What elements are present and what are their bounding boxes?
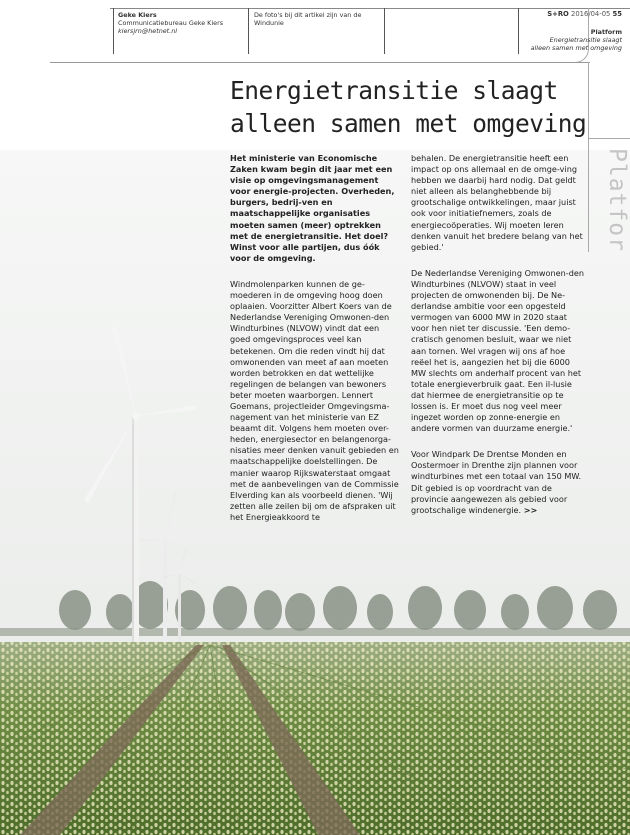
article-paragraph: De Nederlandse Vereniging Omwonen-den Windturbines (NLVOW) staat in veel projecten de omwonenden bij. De Ne-derlandse ambitie voor een opgesteld vermogen van 6000 MW in 2020 staat voor hen niet ter discussie. 'Een demo-cratisch genomen besluit, waar we niet aan tornen. Wel vragen wij ons af hoe reëel het is, aangezien het bij die 6000 MW slechts om anderhalf procent van het totale energieverbruik gaat. Een il-lusie dat hiermee de energietransitie op te lossen is. Er moet dus nog veel meer ingezet worden op zonne-energie en andere vormen van duurzame energie.'	[411, 267, 585, 434]
section-name: Platform	[590, 28, 622, 36]
journal-issue-page	[547, 10, 622, 18]
header-divider	[518, 8, 519, 54]
issue-date: 2016/04-05	[571, 10, 611, 18]
article-column-1	[230, 153, 400, 534]
running-title-line1: Energietransitie slaagt	[549, 36, 622, 44]
page-frame-line	[588, 138, 630, 139]
journal-name: S+RO	[547, 10, 569, 18]
article-title	[230, 74, 590, 140]
header-divider	[248, 8, 249, 54]
article-column-2	[411, 153, 586, 527]
author-email: kiersjrn@hetnet.nl	[118, 27, 178, 36]
photo-credit: De foto's bij dit artikel zijn van de Windunie	[254, 11, 362, 28]
running-head	[531, 28, 622, 52]
article-paragraph: behalen. De energietransitie heeft een impact op ons allemaal en de omge-ving hebben we daarbij hard nodig. Dat geldt niet alleen als belanghebbende bij grootschalige ontwikkelingen, maar juist ook voor initiatiefnemers, zoals de energiecoöperaties. Wij moeten leren denken vanuit het bredere belang van het gebied.'	[411, 153, 583, 252]
author-organisation: Communicatiebureau Geke Kiers	[118, 19, 224, 28]
continue-marker: >>	[523, 504, 538, 515]
header-divider	[113, 8, 114, 54]
header-divider	[384, 8, 385, 54]
article-title-line2: alleen samen met omgeving	[230, 109, 587, 138]
article-paragraph: Voor Windpark De Drentse Monden en Oostermoer in Drenthe zijn plannen voor windturbines met een totaal van 150 MW. Dit gebied is op voordracht van de provincie aangewezen als gebied voor grootschalige windenergie.	[411, 449, 582, 515]
header-rule	[50, 62, 590, 63]
author-credit	[118, 11, 243, 36]
header-top-rule	[110, 8, 630, 9]
article-paragraph: Windmolenparken kunnen de ge-moederen in de omgeving hoog doen oplaaien. Voorzitter Albert Koers van de Nederlandse Vereniging Omwonen-den Windturbines (NLVOW) vindt dat een goed omgevingsproces veel kan betekenen. Om die reden vindt hij dat omwonenden van meet af aan moeten worden betrokken en dat wettelijke regelingen de belangen van bewoners beter moeten waarborgen. Lennert Goemans, projectleider Omgevingsma-nagement van het ministerie van EZ beaamt dit. Volgens hem moeten over-heden, energiesector en belangenorga-nisaties meer denken vanuit gebieden en maatschappelijke doelstellingen. De manier waarop Rijkswaterstaat omgaat met de aanbevelingen van de Commissie Elverding kan als voorbeeld dienen. 'Wij zetten alle zeilen bij om de afspraken uit het Energieakkoord te	[230, 278, 399, 522]
article-lead: Het ministerie van Economische Zaken kwam begin dit jaar met een visie op omgevingsmanagement voor energie-projecten. Overheden, burgers, bedrij-ven en maatschappelijke organisaties moeten samen (meer) optrekken met de energietransitie. Het doel? Winst voor alle partijen, dus óók voor de omgeving.	[230, 153, 395, 263]
article-title-line1: Energietransitie slaagt	[230, 76, 558, 105]
section-side-tab: Platfor	[604, 148, 630, 252]
page-number: 55	[612, 10, 622, 18]
running-title-line2: alleen samen met omgeving	[530, 44, 622, 52]
author-name: Geke Kiers	[118, 11, 157, 19]
